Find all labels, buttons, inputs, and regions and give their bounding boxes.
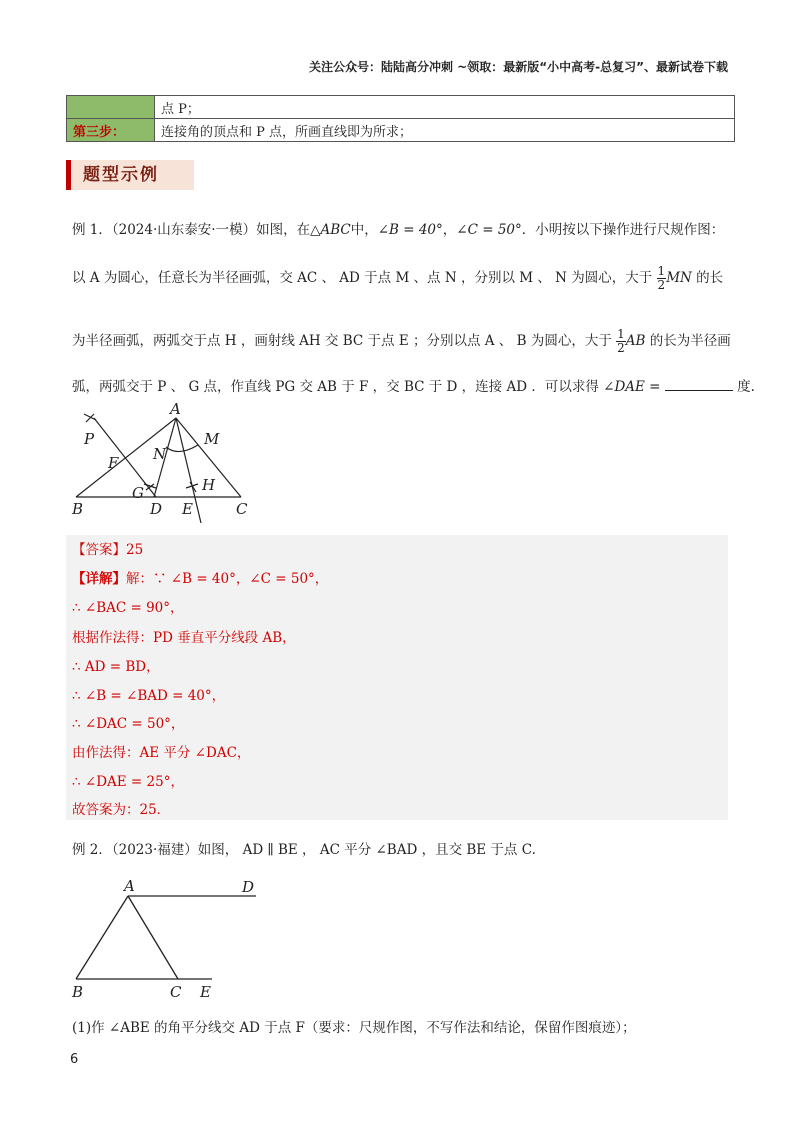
example2-line: 例 2．（2023·福建）如图， AD ∥ BE ， AC 平分 ∠BAD ，且交 BE 于点 C. bbox=[72, 842, 536, 858]
label-a: A bbox=[124, 877, 135, 895]
frac-den: 2 bbox=[617, 341, 625, 355]
fraction bbox=[657, 265, 667, 292]
label-h: H bbox=[202, 476, 216, 494]
text: 解：∵ ∠B = 40°，∠C = 50°， bbox=[126, 571, 329, 587]
detail-line9: 故答案为：25． bbox=[72, 802, 171, 818]
example1-line1 bbox=[72, 218, 724, 238]
detail-line1 bbox=[72, 567, 328, 587]
label-g: G bbox=[132, 484, 144, 502]
detail-line6: ∴ ∠DAC = 50°， bbox=[72, 716, 185, 732]
figure2-diagram bbox=[66, 876, 276, 1002]
detail-line3: 根据作法得：PD 垂直平分线段 AB， bbox=[72, 630, 296, 646]
text: 以 A 为圆心，任意长为半径画弧，交 AC 、 AD 于点 M 、点 N ，分别以 M 、 N 为圆心，大于 bbox=[72, 270, 653, 286]
label-p: P bbox=[84, 430, 95, 448]
text: 的长 bbox=[696, 270, 724, 286]
figure1-triangle-diagram bbox=[66, 400, 266, 525]
step-label bbox=[67, 96, 155, 119]
section-banner: 题型示例 bbox=[66, 160, 194, 190]
math: △ABC bbox=[310, 222, 351, 238]
text: ， bbox=[442, 222, 457, 238]
step-text: 点 P； bbox=[155, 96, 735, 119]
detail-line5: ∴ ∠B = ∠BAD = 40°， bbox=[72, 688, 226, 704]
step-text: 连接角的顶点和 P 点，所画直线即为所求； bbox=[155, 119, 735, 142]
label-m: M bbox=[204, 430, 220, 448]
label-c: C bbox=[170, 983, 182, 1001]
example1-line3 bbox=[72, 328, 731, 355]
label-n: N bbox=[153, 445, 167, 463]
label-c: C bbox=[236, 500, 248, 518]
segment-ab bbox=[76, 896, 128, 979]
detail-line7: 由作法得：AE 平分 ∠DAC， bbox=[72, 745, 251, 761]
text: ．小明按以下操作进行尺规作图： bbox=[521, 222, 725, 238]
text: 弧，两弧交于 P 、 G 点，作直线 PG 交 AB 于 F ，交 BC 于 D ，连接 AD ．可以求得 bbox=[72, 379, 599, 395]
answer-line: 【答案】25 bbox=[72, 542, 144, 558]
fraction bbox=[616, 328, 626, 355]
math: ∠DAE = bbox=[603, 379, 661, 395]
steps-table bbox=[66, 95, 735, 142]
segment-ac bbox=[128, 896, 178, 979]
detail-line2: ∴ ∠BAC = 90°， bbox=[72, 600, 184, 616]
detail-tag: 【详解】 bbox=[72, 571, 126, 587]
label-b: B bbox=[72, 500, 84, 518]
label-e: E bbox=[182, 500, 193, 518]
page-number: 6 bbox=[70, 1052, 79, 1067]
text: 例 1．（2024·山东泰安·一模）如图，在 bbox=[72, 222, 311, 238]
table-row bbox=[67, 96, 735, 119]
label-d: D bbox=[150, 500, 163, 518]
label-a: A bbox=[170, 400, 181, 418]
answer-blank bbox=[665, 378, 733, 391]
math: MN bbox=[666, 270, 692, 286]
detail-line8: ∴ ∠DAE = 25°， bbox=[72, 774, 184, 790]
label-b: B bbox=[72, 983, 84, 1001]
step-label: 第三步： bbox=[67, 119, 155, 142]
arc-mn bbox=[166, 445, 198, 452]
detail-line4: ∴ AD = BD， bbox=[72, 659, 160, 675]
frac-num: 1 bbox=[617, 327, 625, 341]
example2-question1: (1)作 ∠ABE 的角平分线交 AD 于点 F（要求：尺规作图，不写作法和结论，保留作图痕迹）； bbox=[72, 1020, 636, 1036]
page-header: 关注公众号：陆陆高分冲刺 ~领取：最新版“小中高考-总复习”、最新试卷下载 bbox=[309, 60, 728, 74]
math: ∠C = 50° bbox=[456, 222, 522, 238]
label-e: E bbox=[200, 983, 211, 1001]
example1-line4 bbox=[72, 375, 755, 395]
text: 为半径画弧，两弧交于点 H ，画射线 AH 交 BC 于点 E ；分别以点 A 、 B 为圆心，大于 bbox=[72, 333, 612, 349]
label-d: D bbox=[242, 878, 255, 896]
frac-num: 1 bbox=[657, 264, 666, 278]
frac-den: 2 bbox=[657, 278, 666, 292]
math: ∠B = 40° bbox=[377, 222, 443, 238]
example1-line2 bbox=[72, 265, 723, 292]
text: 的长为半径画 bbox=[649, 333, 731, 349]
table-row bbox=[67, 119, 735, 142]
math: AB bbox=[625, 333, 646, 349]
label-f: F bbox=[108, 454, 119, 472]
text: 中， bbox=[350, 222, 378, 238]
text: 度. bbox=[737, 379, 755, 395]
